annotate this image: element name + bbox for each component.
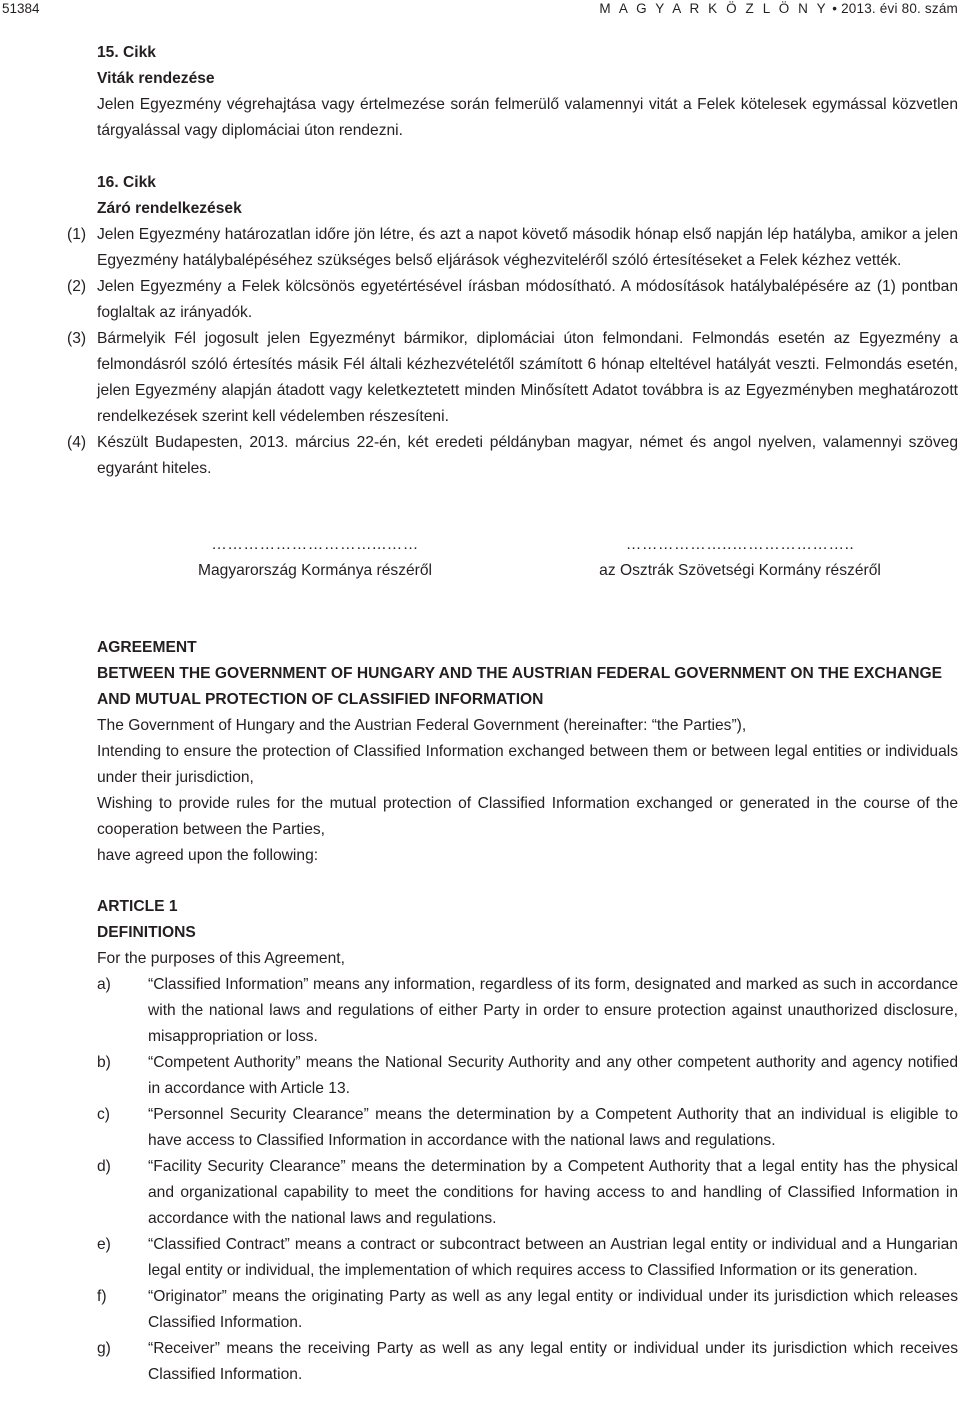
agreement-heading: AGREEMENT bbox=[97, 639, 197, 656]
journal-title bbox=[599, 0, 958, 18]
definition-text: “Personnel Security Clearance” means the determination by a Competent Authority that an individual is eligible to have access to Classified Information in accordance with the national laws and regulations. bbox=[148, 1106, 958, 1149]
signature-line: …………………………...…… bbox=[211, 536, 419, 553]
article-16-title: Záró rendelkezések bbox=[97, 200, 242, 217]
page-number: 51384 bbox=[2, 1, 40, 16]
issue-number: 2013. évi 80. szám bbox=[841, 1, 958, 16]
paragraph-1 bbox=[67, 222, 958, 274]
definition-item bbox=[97, 1232, 958, 1284]
article-1 bbox=[97, 894, 958, 1388]
definition-text: “Originator” means the originating Party as well as any legal entity or individual under its jurisdiction which releases Classified Information. bbox=[148, 1288, 958, 1331]
article-15-text: Jelen Egyezmény végrehajtása vagy értelmezése során felmerülő valamennyi vitát a Felek kötelesek egymással közvetlen tárgyalással vagy diplomáciai úton rendezni. bbox=[97, 96, 958, 139]
definition-label: e) bbox=[97, 1236, 111, 1253]
page-header bbox=[0, 0, 960, 18]
paragraph-number: (4) bbox=[67, 434, 87, 451]
article-15-title: Viták rendezése bbox=[97, 70, 215, 87]
definition-label: a) bbox=[97, 976, 111, 993]
definition-text: “Facility Security Clearance” means the determination by a Competent Authority that a legal entity has the physical and organizational capability to meet the conditions for having access to and handling of Classified Information in accordance with the national laws and regulations. bbox=[148, 1158, 958, 1227]
definition-item bbox=[97, 1284, 958, 1336]
paragraph-text: Készült Budapesten, 2013. március 22-én, két eredeti példányban magyar, német és angol nyelven, valamennyi szöveg egyaránt hiteles. bbox=[97, 434, 958, 477]
header-bullet: • bbox=[832, 1, 838, 16]
agreement-header bbox=[97, 635, 958, 869]
preamble-line: have agreed upon the following: bbox=[97, 847, 319, 864]
definition-label: d) bbox=[97, 1158, 111, 1175]
article-16-paragraphs bbox=[67, 222, 958, 482]
signature-label: az Osztrák Szövetségi Kormány részéről bbox=[599, 562, 881, 579]
definition-item bbox=[97, 1336, 958, 1388]
definition-item bbox=[97, 1154, 958, 1232]
signature-line: ………………..………………….. bbox=[625, 536, 855, 553]
definition-text: “Competent Authority” means the National Security Authority and any other competent authority and agency notified in accordance with Article 13. bbox=[148, 1054, 958, 1097]
paragraph-number: (3) bbox=[67, 330, 87, 347]
article-1-number: ARTICLE 1 bbox=[97, 898, 178, 915]
paragraph-4 bbox=[67, 430, 958, 482]
definition-text: “Classified Information” means any information, regardless of its form, designated and marked as such in accordance with the national laws and regulations of either Party in order to ensure protection against unauthorized disclosure, misappropriation or loss. bbox=[148, 976, 958, 1045]
paragraph-3 bbox=[67, 326, 958, 430]
paragraph-text: Jelen Egyezmény a Felek kölcsönös egyetértésével írásban módosítható. A módosítások hatálybalépésére az (1) pontban foglaltak az irányadók. bbox=[97, 278, 958, 321]
definition-item bbox=[97, 1050, 958, 1102]
article-15 bbox=[97, 40, 958, 144]
definition-text: “Receiver” means the receiving Party as well as any legal entity or individual under its jurisdiction which receives Classified Information. bbox=[148, 1340, 958, 1383]
signature-label: Magyarország Kormánya részéről bbox=[198, 562, 432, 579]
agreement-subheading: BETWEEN THE GOVERNMENT OF HUNGARY AND THE AUSTRIAN FEDERAL GOVERNMENT ON THE EXCHANGE AND MUTUAL PROTECTION OF CLASSIFIED INFORMATION bbox=[97, 665, 942, 708]
article-1-intro: For the purposes of this Agreement, bbox=[97, 950, 345, 967]
definition-item bbox=[97, 1102, 958, 1154]
article-1-title: DEFINITIONS bbox=[97, 924, 196, 941]
paragraph-2 bbox=[67, 274, 958, 326]
paragraph-text: Jelen Egyezmény határozatlan időre jön létre, és azt a napot követő második hónap első napján lép hatályba, amikor a jelen Egyezmény hatálybalépéséhez szükséges belső eljárások véghezviteléről szóló értesítéseket a Felek kézhez vették. bbox=[97, 226, 958, 269]
preamble-line: Intending to ensure the protection of Classified Information exchanged between them or between legal entities or individuals under their jurisdiction, bbox=[97, 743, 958, 786]
journal-name: M A G Y A R K Ö Z L Ö N Y bbox=[599, 1, 829, 16]
article-15-number: 15. Cikk bbox=[97, 44, 156, 61]
signature-austria bbox=[580, 532, 900, 584]
article-16-number: 16. Cikk bbox=[97, 174, 156, 191]
definition-label: g) bbox=[97, 1340, 111, 1357]
definition-label: b) bbox=[97, 1054, 111, 1071]
article-16-heading bbox=[97, 170, 958, 222]
signature-hungary bbox=[180, 532, 450, 584]
definition-item bbox=[97, 972, 958, 1050]
paragraph-number: (2) bbox=[67, 278, 87, 295]
definition-text: “Classified Contract” means a contract or subcontract between an Austrian legal entity or individual and a Hungarian legal entity or individual, the implementation of which requires access to Classified Information or its generation. bbox=[148, 1236, 958, 1279]
paragraph-number: (1) bbox=[67, 226, 87, 243]
paragraph-text: Bármelyik Fél jogosult jelen Egyezményt bármikor, diplomáciai úton felmondani. Felmondás esetén az Egyezmény a felmondásról szóló értesítés másik Fél általi kézhezvételétől számított 6 hónap elteltével hatályát veszti. Felmondás esetén, jelen Egyezmény alapján átadott vagy keletkeztetett minden Minősített Adatot továbbra is az Egyezményben meghatározott rendelkezések szerint kell védelemben részesíteni. bbox=[97, 330, 958, 425]
definition-label: c) bbox=[97, 1106, 110, 1123]
preamble-line: Wishing to provide rules for the mutual protection of Classified Information exchanged or generated in the course of the cooperation between the Parties, bbox=[97, 795, 958, 838]
preamble-line: The Government of Hungary and the Austrian Federal Government (hereinafter: “the Parties”), bbox=[97, 717, 747, 734]
definition-label: f) bbox=[97, 1288, 107, 1305]
